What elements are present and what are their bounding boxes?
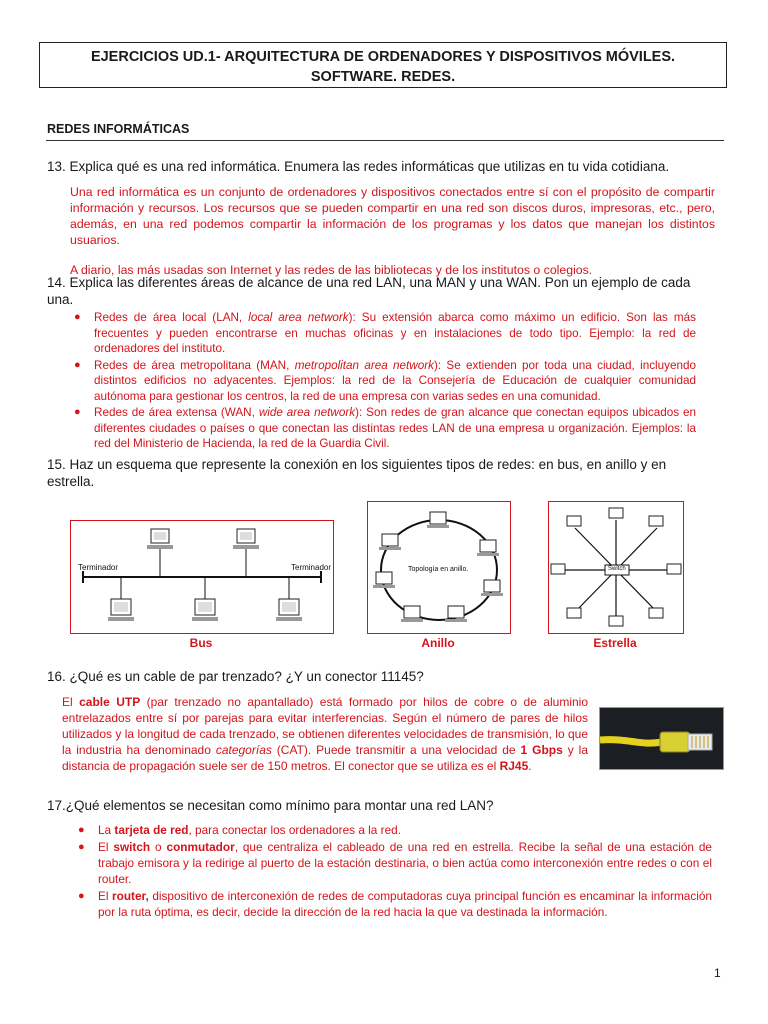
bullet-icon: ● [78, 824, 85, 836]
switch-text-mid: o [150, 840, 167, 854]
terminator-label-right: Terminador [291, 563, 332, 572]
answer-16 [62, 694, 588, 774]
answer-16-bold-speed: 1 Gbps [520, 743, 563, 757]
terminator-label-left: Terminador [78, 563, 119, 572]
nic-text-bold: tarjeta de red [114, 823, 189, 837]
list-item-switch [70, 839, 712, 887]
bullet-icon: ● [74, 358, 81, 371]
section-divider [46, 140, 724, 141]
answer-16-bold-rj45: RJ45 [499, 759, 529, 773]
caption-star: Estrella [593, 636, 637, 650]
answer-16-text-c: (par trenzado no apantallado) está formado por hilos de cobre o de aluminio entrelazados entre sí por parejas para evitar interferencias. Según el número de pares de hilos utilizados y la longitud de cada trenzado, se obtienen diferentes velocidades de transmisión, lo que la industria ha denominado [62, 695, 588, 757]
bullet-icon: ● [78, 841, 85, 853]
answer-13-paragraph-2: A diario, las más usadas son Internet y las redes de las bibliotecas y de los institutos o colegios. [70, 263, 593, 277]
question-14-line-1: 14. Explica las diferentes áreas de alcance de una red LAN, una MAN y una WAN. Pon un ejemplo de cada [47, 275, 691, 290]
bus-computer-top-1 [147, 529, 173, 577]
man-text-italic: metropolitan area network [294, 358, 434, 372]
question-13: 13. Explica qué es una red informática. Enumera las redes informáticas que utilizas en tu vida cotidiana. [47, 159, 670, 174]
router-text-pre: El [98, 889, 113, 903]
man-text-post: ): Se extienden por toda una ciudad, incluyendo distintos edificios no adyacentes. Ejemplos: la red de la Consejería de Educación de cualquier comunidad autónoma para gestionar los centros, la red de una empresa con varias sedes en una comunidad. [94, 358, 696, 403]
answer-16-text-e: (CAT). Puede transmitir a una velocidad de [271, 743, 521, 757]
answer-16-bold-cable-utp: cable UTP [79, 695, 141, 709]
switch-label: Switch [608, 566, 626, 572]
question-14 [47, 274, 727, 308]
nic-text-pre: La [98, 823, 115, 837]
bullet-icon: ● [74, 311, 81, 323]
ethernet-cable-image [599, 707, 724, 770]
ring-computer-3 [481, 580, 503, 596]
answer-16-text-a: El [62, 695, 80, 709]
title-line-2: SOFTWARE. REDES. [310, 69, 456, 85]
answer-16-text-i: . [528, 759, 532, 773]
question-15-line-1: 15. Haz un esquema que represente la conexión en los siguientes tipos de redes: en bus, en anillo y en [47, 457, 667, 472]
list-item-wan [66, 405, 696, 452]
ring-center-label: Topología en anillo. [408, 566, 469, 573]
ring-topology-diagram [367, 501, 511, 634]
list-item-router [70, 888, 712, 920]
caption-ring: Anillo [421, 636, 455, 650]
ring-computer-7 [379, 534, 401, 550]
question-15 [47, 456, 727, 490]
section-heading: REDES INFORMÁTICAS [47, 122, 190, 136]
lan-text-italic: local area network [248, 311, 349, 324]
list-item-lan [66, 310, 696, 357]
lan-text-pre: Redes de área local (LAN, [94, 311, 249, 324]
question-17: 17.¿Qué elementos se necesitan como mínimo para montar una red LAN? [47, 798, 494, 813]
switch-text-post: , que centraliza el cableado de una red en estrella. Recibe la señal de una estación de trabajo emisora y la redirige al puerto de la estación destinaria, o bien actúa como interconexión entre redes o con el router. [98, 840, 712, 886]
bus-topology-svg [71, 521, 333, 633]
router-text-bold: router, [112, 889, 149, 903]
ethernet-cable-svg [600, 708, 723, 769]
answer-16-italic-categorias: categorías [215, 743, 272, 757]
answer-16-text-g: y la distancia de propagación suele ser de 150 metros. El conector que se utiliza es el [62, 743, 589, 773]
wan-text-post: ): Son redes de gran alcance que conectan equipos ubicados en diferentes ciudades o países o que conectan las distintas redes LAN de una empresa u organización. Ejemplos: la red del Ministerio de Hacienda, la red de la Guardia Civil. [94, 406, 696, 450]
answer-17-list [70, 822, 712, 921]
page-number: 1 [714, 966, 721, 980]
bus-computer-bottom-2 [192, 577, 218, 621]
bus-computer-bottom-3 [276, 577, 302, 621]
ring-computer-6 [373, 572, 395, 588]
ring-computer-5 [401, 606, 423, 622]
answer-14-list [66, 310, 696, 453]
ring-computer-2 [477, 540, 499, 556]
nic-text-post: , para conectar los ordenadores a la red. [188, 823, 401, 837]
switch-text-pre: El [98, 840, 114, 854]
list-item-network-card [70, 822, 712, 838]
list-item-man [66, 358, 696, 405]
man-text-pre: Redes de área metropolitana (MAN, [94, 358, 295, 372]
title-line-1: EJERCICIOS UD.1- ARQUITECTURA DE ORDENADORES Y DISPOSITIVOS MÓVILES. [90, 49, 676, 65]
switch-text-bold: switch [113, 840, 151, 854]
star-topology-diagram [548, 501, 684, 634]
document-title-box [39, 42, 727, 88]
question-15-line-2: estrella. [47, 474, 95, 489]
switch-text-bold-2: conmutador [166, 840, 235, 854]
answer-13-paragraph-1: Una red informática es un conjunto de ordenadores y dispositivos conectados entre sí con el propósito de compartir información y recursos. Los recursos que se pueden compartir en una red son discos duros, impresoras, etc., pero, además, en una red podemos compartir la información de los programas y los datos que manejan los distintos usuarios. [70, 185, 715, 247]
lan-text-post: ): Su extensión abarca como máximo un edificio. Son las más frecuentes y pueden encontrarse en muchas oficinas y en instalaciones de todo tipo. Ejemplo: la red de ordenadores del instituto. [94, 311, 697, 355]
ring-computer-4 [445, 606, 467, 622]
bus-computer-top-2 [233, 529, 259, 577]
answer-13 [70, 184, 715, 278]
question-16: 16. ¿Qué es un cable de par trenzado? ¿Y un conector 11145? [47, 669, 424, 684]
router-text-post: dispositivo de interconexión de redes de computadoras cuya principal función es encaminar la información por la ruta óptima, es decir, decide la dirección de la red hacia la que va destinada la información. [98, 889, 712, 919]
bullet-icon: ● [78, 890, 85, 902]
wan-text-pre: Redes de área extensa (WAN, [94, 406, 259, 419]
wan-text-italic: wide area network [258, 406, 356, 419]
bullet-icon: ● [74, 406, 81, 418]
caption-bus: Bus [189, 636, 213, 650]
question-14-line-2: una. [47, 292, 74, 307]
ring-computer-1 [427, 512, 449, 528]
bus-topology-diagram [70, 520, 334, 634]
bus-computer-bottom-1 [108, 577, 134, 621]
